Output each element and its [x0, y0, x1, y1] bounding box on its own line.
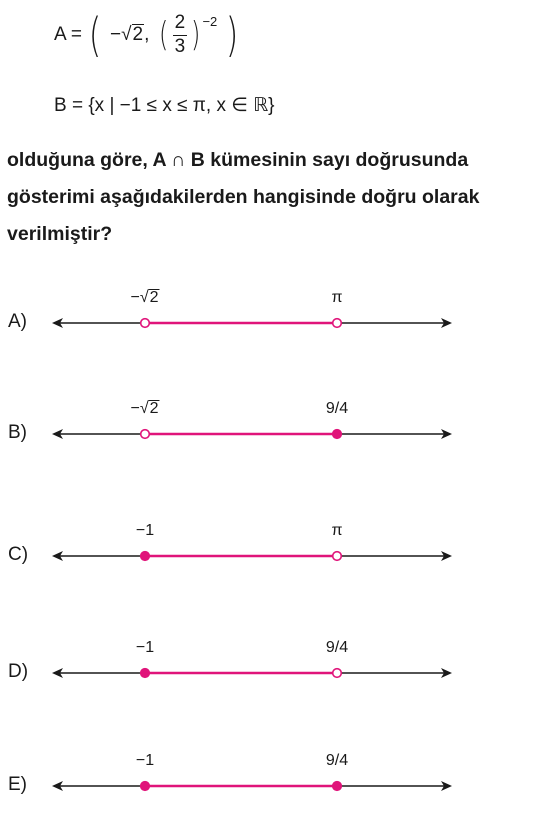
- option-a-left-label: [130, 289, 159, 307]
- minus-sign: −: [109, 24, 122, 45]
- label-radicand: 2: [149, 289, 159, 306]
- set-a-definition: [54, 8, 241, 62]
- fraction-right-paren: ): [191, 15, 201, 55]
- left-endpoint-open: [141, 319, 150, 328]
- option-c-number-line: [0, 546, 556, 566]
- right-endpoint-open: [333, 319, 342, 328]
- label-radicand: 2: [149, 400, 159, 417]
- fraction-numerator: 2: [173, 13, 188, 36]
- option-a-number-line: [0, 313, 556, 333]
- fraction-left-paren: (: [159, 15, 169, 55]
- sqrt-two: [121, 24, 144, 46]
- option-d-left-label: −1: [135, 639, 155, 656]
- option-e-left-label: −1: [135, 752, 155, 769]
- left-endpoint-open: [141, 430, 150, 439]
- option-c-left-label: −1: [135, 522, 155, 539]
- left-endpoint-closed: [141, 552, 150, 561]
- left-endpoint-closed: [141, 782, 150, 791]
- option-e-number-line: [0, 776, 556, 796]
- question-text: olduğuna göre, A ∩ B kümesinin sayı doğrusunda gösterimi aşağıdakilerden hangisinde doğru olarak verilmiştir?: [7, 149, 480, 245]
- sqrt-symbol: √: [121, 24, 132, 45]
- sqrt-radicand: 2: [132, 24, 144, 45]
- option-b-number-line: [0, 424, 556, 444]
- set-a-prefix: A =: [54, 24, 82, 45]
- right-endpoint-closed: [333, 430, 342, 439]
- set-b-definition: B = {x | −1 ≤ x ≤ π, x ∈ ℝ}: [54, 95, 275, 116]
- option-d-right-label: 9/4: [325, 639, 349, 656]
- option-c-right-label: π: [331, 522, 343, 539]
- right-endpoint-closed: [333, 782, 342, 791]
- right-big-paren: ): [225, 8, 239, 62]
- option-c-letter: C): [8, 544, 29, 565]
- fraction-denominator: 3: [174, 35, 186, 57]
- option-a-letter: A): [8, 311, 27, 332]
- option-b-letter: B): [8, 422, 27, 443]
- fraction-two-thirds: [173, 13, 188, 58]
- option-b-right-label: 9/4: [325, 400, 349, 417]
- label-prefix: −√: [130, 400, 149, 417]
- option-a-right-label: π: [331, 289, 343, 306]
- right-endpoint-open: [333, 669, 342, 678]
- left-big-paren: (: [88, 8, 102, 62]
- exponent: −2: [202, 14, 218, 29]
- label-prefix: −√: [130, 289, 149, 306]
- left-endpoint-closed: [141, 669, 150, 678]
- option-e-right-label: 9/4: [325, 752, 349, 769]
- option-d-letter: D): [8, 661, 29, 682]
- option-b-left-label: [130, 400, 159, 418]
- option-e-letter: E): [8, 774, 27, 795]
- right-endpoint-open: [333, 552, 342, 561]
- option-d-number-line: [0, 663, 556, 683]
- comma: ,: [144, 24, 150, 45]
